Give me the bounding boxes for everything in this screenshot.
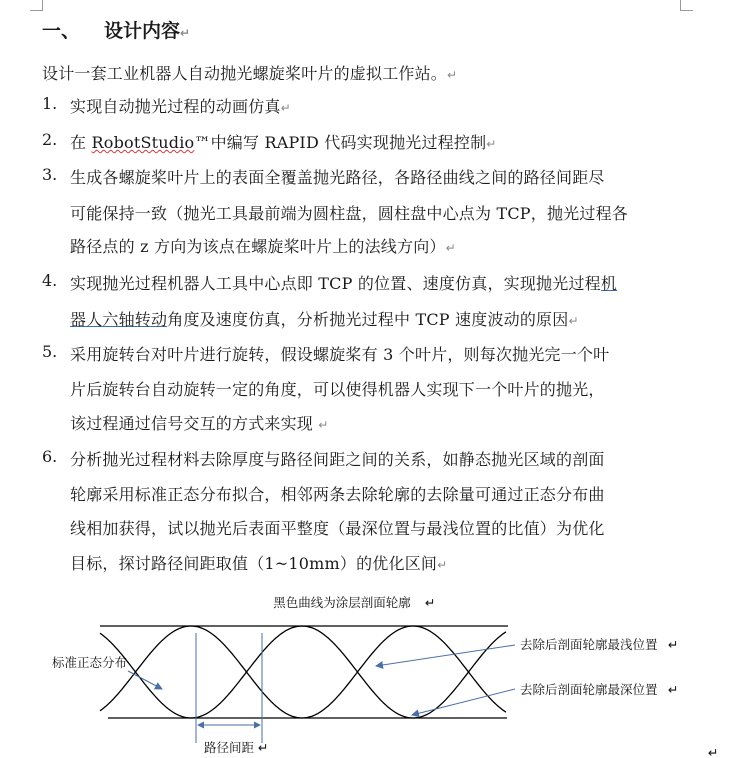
underlined-text: 机 [600, 274, 618, 293]
list-item-text: 该过程通过信号交互的方式来实现 [70, 414, 319, 433]
list-item-text: 实现抛光过程机器人工具中心点即 TCP 的位置、速度仿真，实现抛光过程 [70, 274, 601, 293]
list-item-line: 轮廓采用标准正态分布拟合，相邻两条去除轮廓的去除量可通过正态分布曲 [70, 485, 605, 504]
spellcheck-word: RobotStudio [91, 133, 195, 152]
paragraph-mark-icon: ↵ [447, 68, 458, 82]
heading-title: 设计内容 [104, 20, 181, 42]
paragraph-mark-icon: ↵ [486, 137, 497, 151]
list-item-line [70, 271, 617, 294]
list-number: 2. [42, 130, 58, 149]
label-path-spacing: 路径间距 [204, 740, 255, 755]
list-number: 3. [42, 165, 58, 184]
intro-text: 设计一套工业机器人自动抛光螺旋桨叶片的虚拟工作站。 [42, 64, 448, 83]
paragraph-mark-icon: ↵ [445, 241, 456, 255]
list-item-text: 实现自动抛光过程的动画仿真 [70, 97, 281, 116]
list-number: 4. [42, 271, 58, 290]
figure-caption: 黑色曲线为涂层剖面轮廓 [273, 595, 411, 610]
list-item-text: 在 [70, 133, 92, 152]
arrow-deepest [412, 689, 515, 715]
list-item-text: 角度及速度仿真，分析抛光过程中 TCP 速度波动的原因 [167, 310, 569, 329]
arrow-shallowest [376, 645, 515, 666]
paragraph-mark-icon: ↵ [437, 558, 448, 572]
arrow-normal-distribution [128, 671, 162, 689]
list-item-line [70, 130, 497, 153]
intro-paragraph [42, 61, 457, 84]
profile-curve-b [100, 626, 506, 718]
list-item-text: 路径点的 z 方向为该点在螺旋桨叶片上的法线方向） [70, 237, 446, 256]
label-deepest: 去除后剖面轮廓最深位置 [520, 682, 658, 697]
list-item-line [70, 411, 329, 434]
paragraph-mark-icon: ↵ [425, 595, 436, 610]
list-number: 1. [42, 94, 58, 113]
list-item-line: 采用旋转台对叶片进行旋转，假设螺旋桨有 3 个叶片，则每次抛光完一个叶 [70, 345, 610, 364]
list-number: 5. [42, 342, 58, 361]
paragraph-mark-icon: ↵ [180, 26, 191, 40]
list-item-line: 可能保持一致（抛光工具最前端为圆柱盘，圆柱盘中心点为 TCP，抛光过程各 [70, 204, 628, 223]
list-item-line: 分析抛光过程材料去除厚度与路径间距之间的关系，如静态抛光区域的剖面 [70, 450, 605, 469]
profile-curve-a [100, 626, 506, 718]
list-item-line: 生成各螺旋桨叶片上的表面全覆盖抛光路径，各路径曲线之间的路径间距尽 [70, 168, 605, 187]
list-item-text: ™中编写 RAPID 代码实现抛光过程控制 [194, 133, 487, 152]
label-normal-distribution: 标准正态分布 [52, 655, 128, 670]
list-item-line [70, 234, 456, 257]
page-corner-mark-left [30, 0, 43, 11]
list-item-line: 线相加获得，试以抛光后表面平整度（最深位置与最浅位置的比值）为优化 [70, 519, 605, 538]
underlined-text: 器人六轴转动 [70, 310, 168, 329]
list-item-line [70, 551, 447, 574]
list-item-line [70, 307, 579, 330]
paragraph-mark-icon: ↵ [258, 740, 269, 755]
paragraph-mark-icon: ↵ [668, 682, 679, 697]
list-number: 6. [42, 447, 58, 466]
section-heading [42, 16, 190, 43]
list-item-line: 片后旋转台自动旋转一定的角度，可以使得机器人实现下一个叶片的抛光， [70, 380, 605, 399]
paragraph-mark-icon: ↵ [568, 314, 579, 328]
paragraph-mark-icon: ↵ [708, 745, 719, 758]
list-item-text: 目标，探讨路径间距取值（1~10mm）的优化区间 [70, 554, 438, 573]
heading-number: 一、 [42, 20, 81, 42]
list-item-line [70, 94, 291, 117]
paragraph-mark-icon: ↵ [318, 418, 329, 432]
paragraph-mark-icon: ↵ [280, 101, 291, 115]
label-shallowest: 去除后剖面轮廓最浅位置 [520, 637, 658, 652]
page-corner-mark-right [680, 0, 693, 11]
polishing-profile-figure [0, 585, 745, 758]
paragraph-mark-icon: ↵ [668, 637, 679, 652]
